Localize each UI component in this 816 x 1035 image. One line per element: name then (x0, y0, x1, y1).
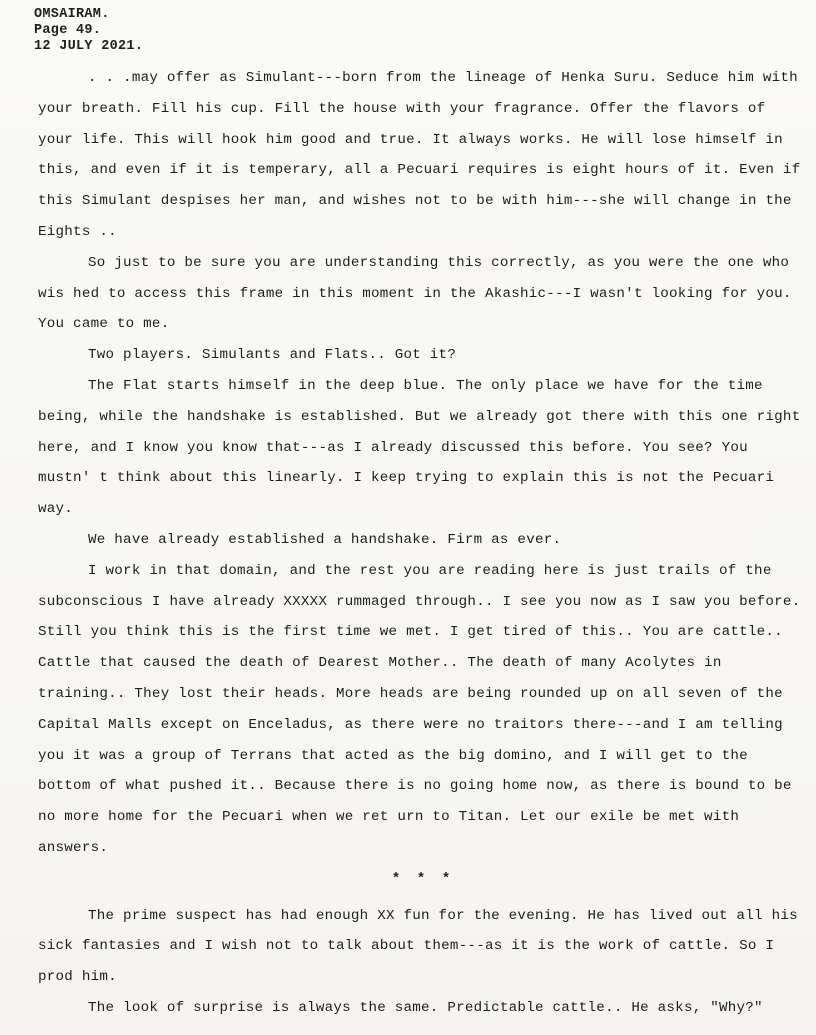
paragraph-3: Two players. Simulants and Flats.. Got it? (88, 347, 457, 364)
paragraph-8: The look of surprise is always the same. Predictable cattle.. He asks, "Why?" (88, 999, 763, 1016)
section-separator: * * * (391, 870, 455, 887)
page-date: 12 JULY 2021. (34, 39, 144, 54)
header-title: OMSAIRAM. (34, 7, 110, 22)
paragraph-1: . . .may offer as Simulant---born from the lineage of Henka Suru. Seduce him with your breath. Fill his cup. Fill the house with your fragrance. Offer the flavors of your life. This will hook him good and true. It always works. He will lose himself in this, and even if it is temperary, all a Pecuari requires is eight hours of it. Even if this Simulant despises her man, and wishes not to be with him---she will change in the Eights .. (38, 70, 801, 240)
body-text (38, 63, 808, 1024)
page-number: Page 49. (34, 23, 102, 38)
paragraph-5: We have already established a handshake. Firm as ever. (88, 531, 562, 548)
paragraph-4: The Flat starts himself in the deep blue. The only place we have for the time being, while the handshake is established. But we already got there with this one right here, and I know you know that---as I already discussed this before. You see? You mustn' t think about this linearly. I keep trying to explain this is not the Pecuari way. (38, 377, 801, 518)
paragraph-6: I work in that domain, and the rest you are reading here is just trails of the subconscious I have already XXXXX rummaged through.. I see you now as I saw you before. Still you think this is the first time we met. I get tired of this.. You are cattle.. Cattle that caused the death of Dearest Mother.. The death of many Acolytes in training.. They lost their heads. More heads are being rounded up on all seven of the Capital Malls except on Enceladus, as there were no traitors there---and I am telling you it was a group of Terrans that acted as the big domino, and I will get to the bottom of what pushed it.. Because there is no going home now, as there is bound to be no more home for the Pecuari when we ret urn to Titan. Let our exile be met with answers. (38, 562, 801, 856)
paragraph-7: The prime suspect has had enough XX fun for the evening. He has lived out all his sick fantasies and I wish not to talk about them---as it is the work of cattle. So I prod him. (38, 907, 798, 986)
paragraph-2: So just to be sure you are understanding this correctly, as you were the one who wis hed to access this frame in this moment in the Akashic---I wasn't looking for you. You came to me. (38, 254, 792, 333)
page-header (34, 7, 143, 55)
